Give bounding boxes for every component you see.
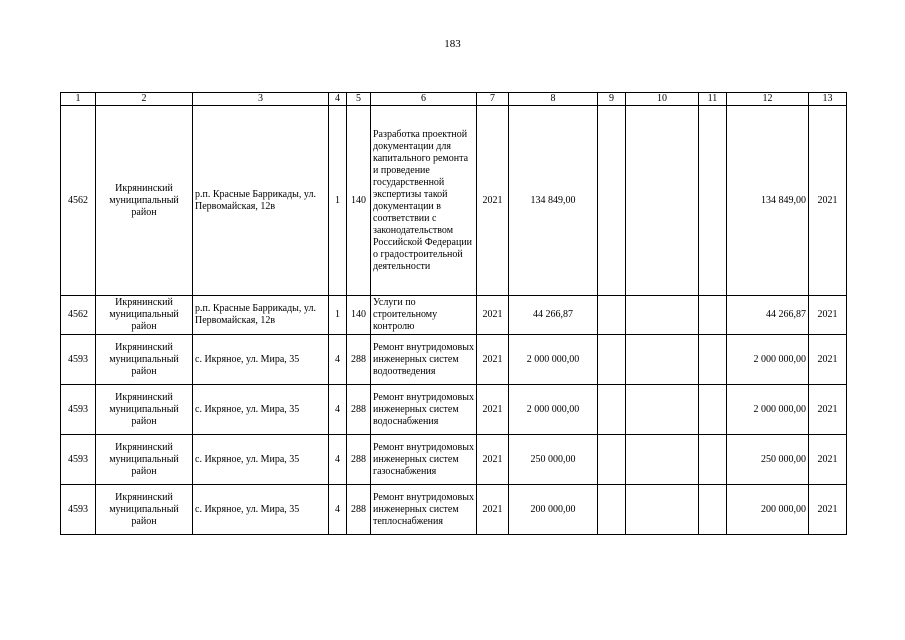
row-district: Икрянинский муниципальный район [96, 296, 193, 335]
row-year: 2021 [477, 106, 509, 296]
table-row [61, 435, 847, 485]
row-district: Икрянинский муниципальный район [96, 335, 193, 385]
row-total: 134 849,00 [509, 106, 598, 296]
row-col12: 44 266,87 [727, 296, 809, 335]
row-work: Ремонт внутридомовых инженерных систем теплоснабжения [371, 485, 477, 535]
row-total: 200 000,00 [509, 485, 598, 535]
row-address: р.п. Красные Баррикады, ул. Первомайская, 12в [193, 296, 329, 335]
table-row [61, 335, 847, 385]
row-col10 [626, 485, 699, 535]
row-col9 [598, 335, 626, 385]
row-col10 [626, 435, 699, 485]
row-col4: 1 [329, 296, 347, 335]
row-col5: 288 [347, 335, 371, 385]
row-year: 2021 [477, 435, 509, 485]
row-col12: 2 000 000,00 [727, 385, 809, 435]
col-header: 1 [61, 93, 96, 106]
row-total: 2 000 000,00 [509, 385, 598, 435]
col-header: 9 [598, 93, 626, 106]
row-col5: 140 [347, 296, 371, 335]
table-row [61, 385, 847, 435]
col-header: 8 [509, 93, 598, 106]
table-row [61, 106, 847, 296]
row-col12: 2 000 000,00 [727, 335, 809, 385]
row-col5: 140 [347, 106, 371, 296]
row-col11 [699, 435, 727, 485]
table-row [61, 296, 847, 335]
row-col13: 2021 [809, 385, 847, 435]
row-col4: 1 [329, 106, 347, 296]
row-col11 [699, 296, 727, 335]
row-work: Разработка проектной документации для капитального ремонта и проведение государственной экспертизы такой документации в соответствии с законодательством Российской Федерации о градостроительной деятельности [371, 106, 477, 296]
row-id: 4593 [61, 335, 96, 385]
row-work: Ремонт внутридомовых инженерных систем газоснабжения [371, 435, 477, 485]
row-address: с. Икряное, ул. Мира, 35 [193, 485, 329, 535]
row-col4: 4 [329, 435, 347, 485]
col-header: 5 [347, 93, 371, 106]
col-header: 11 [699, 93, 727, 106]
row-col10 [626, 335, 699, 385]
row-work: Ремонт внутридомовых инженерных систем водоотведения [371, 335, 477, 385]
row-col11 [699, 335, 727, 385]
col-header: 12 [727, 93, 809, 106]
col-header: 10 [626, 93, 699, 106]
row-id: 4593 [61, 385, 96, 435]
row-id: 4593 [61, 435, 96, 485]
row-address: с. Икряное, ул. Мира, 35 [193, 385, 329, 435]
row-district: Икрянинский муниципальный район [96, 435, 193, 485]
row-total: 44 266,87 [509, 296, 598, 335]
col-header: 6 [371, 93, 477, 106]
row-id: 4593 [61, 485, 96, 535]
row-col9 [598, 385, 626, 435]
row-district: Икрянинский муниципальный район [96, 385, 193, 435]
row-col4: 4 [329, 335, 347, 385]
row-col9 [598, 435, 626, 485]
repair-program-table [60, 92, 847, 535]
row-address: с. Икряное, ул. Мира, 35 [193, 335, 329, 385]
row-col11 [699, 385, 727, 435]
row-col12: 250 000,00 [727, 435, 809, 485]
col-header: 3 [193, 93, 329, 106]
col-header: 4 [329, 93, 347, 106]
row-year: 2021 [477, 485, 509, 535]
page-number: 183 [444, 38, 461, 50]
row-col12: 134 849,00 [727, 106, 809, 296]
row-col9 [598, 485, 626, 535]
table-row [61, 485, 847, 535]
column-number-row [61, 93, 847, 106]
row-id: 4562 [61, 106, 96, 296]
row-col13: 2021 [809, 335, 847, 385]
col-header: 2 [96, 93, 193, 106]
col-header: 13 [809, 93, 847, 106]
row-col9 [598, 296, 626, 335]
row-col10 [626, 385, 699, 435]
row-col13: 2021 [809, 296, 847, 335]
row-col4: 4 [329, 385, 347, 435]
row-col12: 200 000,00 [727, 485, 809, 535]
col-header: 7 [477, 93, 509, 106]
row-year: 2021 [477, 335, 509, 385]
row-col13: 2021 [809, 485, 847, 535]
row-col13: 2021 [809, 106, 847, 296]
row-district: Икрянинский муниципальный район [96, 106, 193, 296]
row-id: 4562 [61, 296, 96, 335]
row-col11 [699, 485, 727, 535]
row-col5: 288 [347, 485, 371, 535]
row-col11 [699, 106, 727, 296]
row-total: 2 000 000,00 [509, 335, 598, 385]
row-col10 [626, 106, 699, 296]
row-address: р.п. Красные Баррикады, ул. Первомайская, 12в [193, 106, 329, 296]
row-col4: 4 [329, 485, 347, 535]
row-col5: 288 [347, 385, 371, 435]
row-district: Икрянинский муниципальный район [96, 485, 193, 535]
row-work: Услуги по строительному контролю [371, 296, 477, 335]
row-address: с. Икряное, ул. Мира, 35 [193, 435, 329, 485]
row-col9 [598, 106, 626, 296]
row-col13: 2021 [809, 435, 847, 485]
row-col5: 288 [347, 435, 371, 485]
row-year: 2021 [477, 296, 509, 335]
row-total: 250 000,00 [509, 435, 598, 485]
row-col10 [626, 296, 699, 335]
row-year: 2021 [477, 385, 509, 435]
row-work: Ремонт внутридомовых инженерных систем водоснабжения [371, 385, 477, 435]
